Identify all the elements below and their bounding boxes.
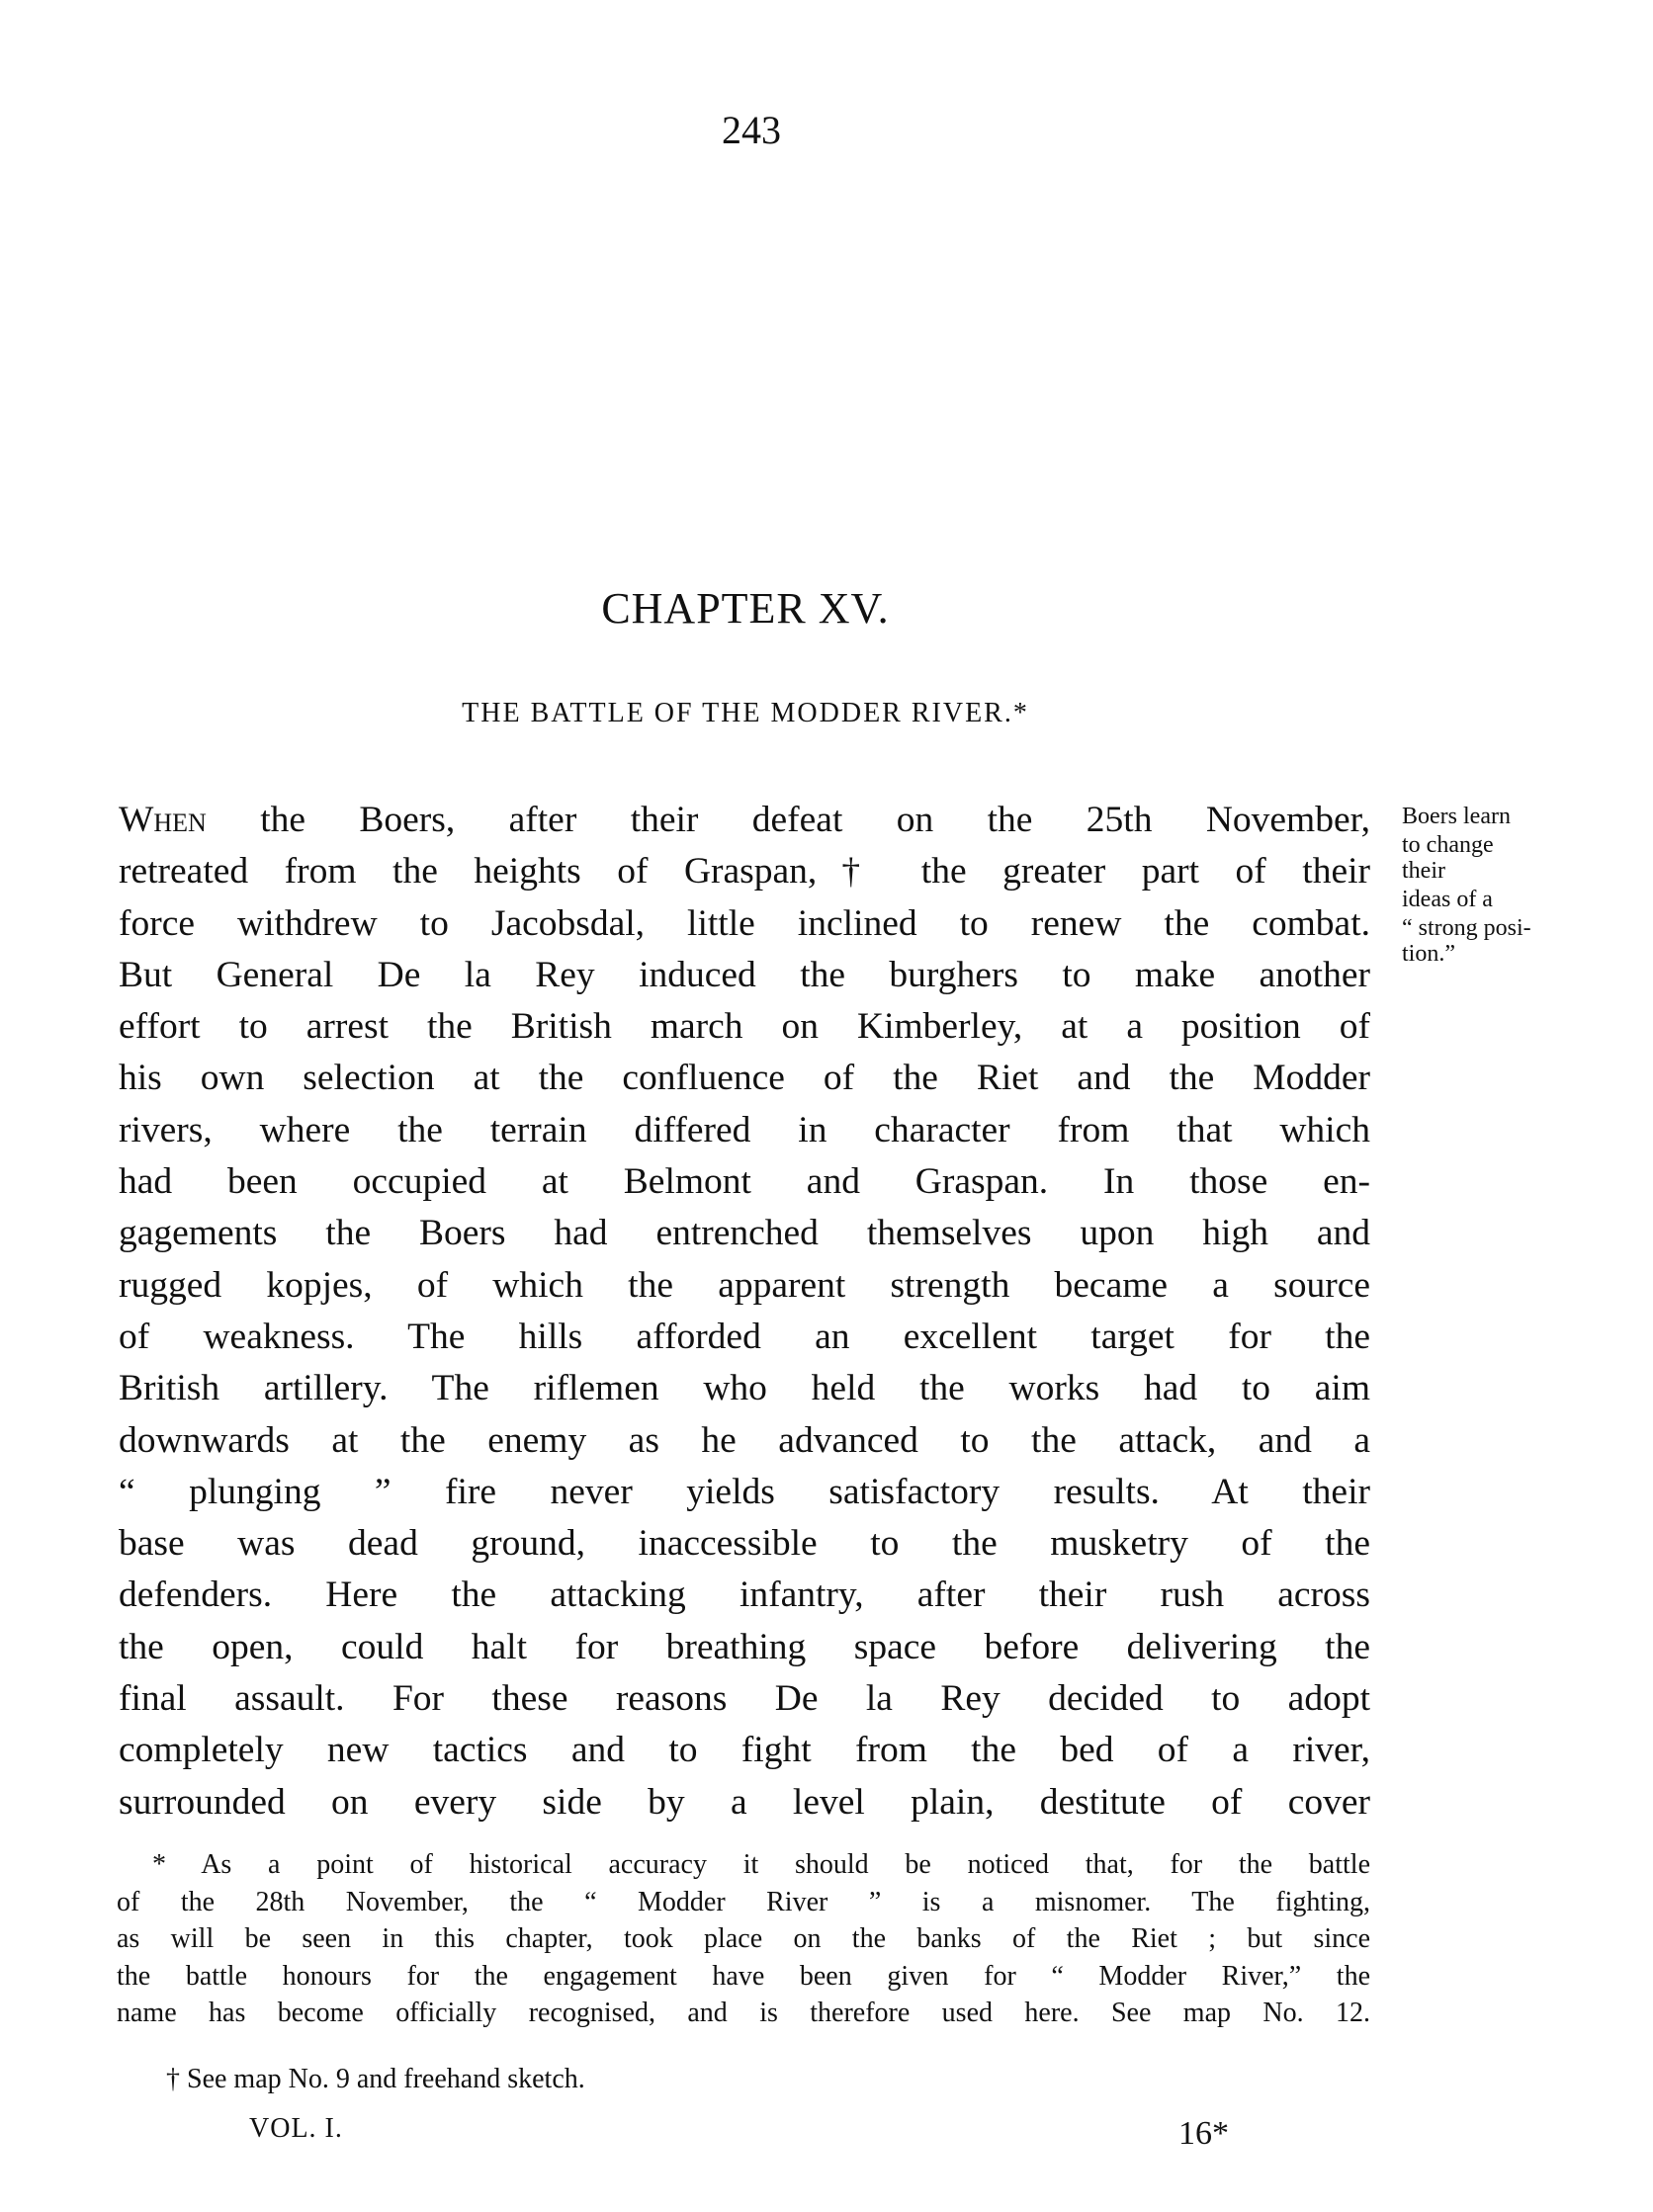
body-line: rivers, where the terrain differed in character from that which: [119, 1109, 1370, 1150]
body-line: retreated from the heights of Graspan,† the greater part of their: [119, 851, 1370, 893]
margin-note-line: Boers learn: [1402, 804, 1511, 829]
signature-mark: 16*: [1178, 2115, 1229, 2152]
footnote-line: the battle honours for the engagement have been given for “ Modder River,” the: [117, 1960, 1370, 1992]
volume-label: VOL. I.: [249, 2113, 343, 2144]
body-line: But General De la Rey induced the burghers to make another: [119, 954, 1370, 995]
chapter-title: THE BATTLE OF THE MODDER RIVER.*: [462, 698, 1029, 728]
body-line: force withdrew to Jacobsdal, little inclined to renew the combat.: [119, 902, 1370, 944]
body-line: final assault. For these reasons De la Rey decided to adopt: [119, 1678, 1370, 1720]
body-line: completely new tactics and to fight from the bed of a river,: [119, 1730, 1370, 1771]
margin-note-line: ideas of a: [1402, 887, 1493, 912]
footnote-line: * As a point of historical accuracy it should be noticed that, for the battle: [152, 1849, 1370, 1880]
footnote-line: of the 28th November, the “ Modder River ” is a misnomer. The fighting,: [117, 1886, 1370, 1917]
body-line: British artillery. The riflemen who held the works had to aim: [119, 1368, 1370, 1409]
margin-note-line: to change: [1402, 832, 1494, 858]
page-number: 243: [722, 108, 781, 152]
body-line: effort to arrest the British march on Kimberley, at a position of: [119, 1006, 1370, 1048]
body-line: rugged kopjes, of which the apparent strength became a source: [119, 1264, 1370, 1306]
footnote-star: [117, 1846, 1370, 2032]
margin-note-line: their: [1402, 858, 1445, 884]
body-line: “ plunging ” fire never yields satisfactory results. At their: [119, 1471, 1370, 1512]
body-line: of weakness. The hills afforded an excellent target for the: [119, 1316, 1370, 1357]
body-line: surrounded on every side by a level plain, destitute of cover: [119, 1781, 1370, 1823]
footnote-dagger: † See map No. 9 and freehand sketch.: [166, 2064, 585, 2094]
footnote-line: name has become officially recognised, and is therefore used here. See map No. 12.: [117, 1998, 1370, 2028]
body-line: gagements the Boers had entrenched themselves upon high and: [119, 1213, 1370, 1254]
body-line: his own selection at the confluence of the Riet and the Modder: [119, 1058, 1370, 1099]
body-line: the open, could halt for breathing space before delivering the: [119, 1626, 1370, 1667]
margin-note-line: “ strong posi-: [1402, 915, 1531, 941]
body-line: base was dead ground, inaccessible to the musketry of the: [119, 1523, 1370, 1565]
chapter-heading: CHAPTER XV.: [601, 584, 890, 633]
drop-word: When: [119, 800, 207, 840]
margin-note-line: tion.”: [1402, 941, 1455, 967]
body-line: defenders. Here the attacking infantry, after their rush across: [119, 1574, 1370, 1616]
body-text: [119, 795, 1370, 1829]
body-line: downwards at the enemy as he advanced to the attack, and a: [119, 1419, 1370, 1461]
margin-note: [1402, 801, 1649, 967]
footnote-line: as will be seen in this chapter, took place on the banks of the Riet ; but since: [117, 1923, 1370, 1954]
body-line: [119, 795, 1370, 846]
body-line: had been occupied at Belmont and Graspan. In those en-: [119, 1161, 1370, 1203]
body-line-text: the Boers, after their defeat on the 25th November,: [206, 800, 1370, 840]
